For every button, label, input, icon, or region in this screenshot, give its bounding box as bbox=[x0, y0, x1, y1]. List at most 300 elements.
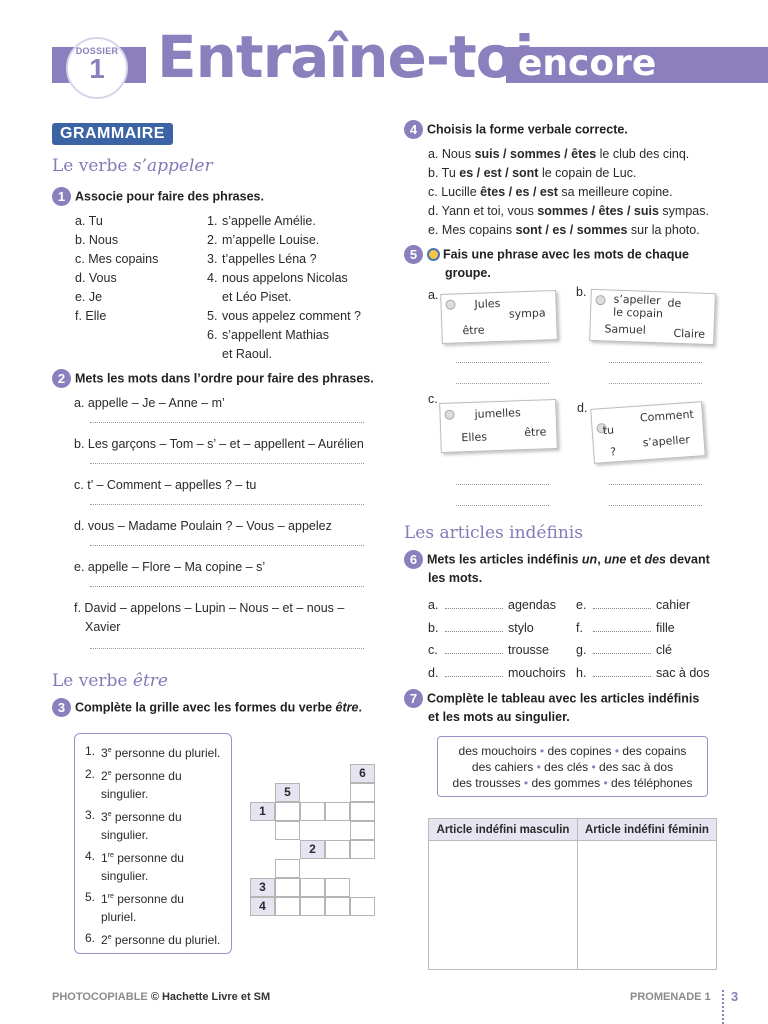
grid-cell[interactable] bbox=[350, 783, 375, 802]
item-number: 1. bbox=[207, 214, 218, 228]
verb-options: sommes / êtes / suis bbox=[537, 204, 659, 218]
instruction-text: Fais une phrase avec les mots de chaque bbox=[443, 247, 689, 262]
word-bank-word: des téléphones bbox=[611, 776, 693, 790]
exercise-number: 3 bbox=[52, 698, 71, 717]
grid-cell[interactable] bbox=[350, 840, 375, 859]
item-text: Mes copains bbox=[88, 252, 159, 266]
list-item bbox=[428, 145, 748, 164]
card-word: Samuel bbox=[604, 322, 646, 337]
crossword-clues bbox=[74, 733, 232, 954]
word-card-a bbox=[440, 290, 558, 344]
clue-desc: singulier. bbox=[101, 869, 149, 883]
item-letter: a. bbox=[75, 214, 89, 228]
item-letter: c. bbox=[428, 185, 442, 199]
item-text: et Léo Piset. bbox=[222, 290, 292, 304]
item-number: 4. bbox=[207, 271, 218, 285]
heading-verb: s’appeler bbox=[132, 156, 213, 176]
table-header-feminin: Article indéfini féminin bbox=[577, 819, 716, 841]
exercise-4-instruction bbox=[404, 120, 628, 139]
grid-label: 5 bbox=[275, 783, 300, 802]
list-item bbox=[75, 307, 195, 326]
blank-line bbox=[445, 608, 503, 609]
verb-options: êtes / es / est bbox=[480, 185, 558, 199]
instruction-word: une bbox=[604, 552, 627, 567]
item-text: t’ – Comment – appelles ? – tu bbox=[87, 478, 257, 492]
clue-text bbox=[99, 929, 220, 949]
instruction-text: Mets les articles indéfinis bbox=[427, 552, 582, 567]
grid-cell[interactable] bbox=[350, 897, 375, 916]
item-text: nous appelons Nicolas bbox=[222, 271, 348, 285]
grid-cell[interactable] bbox=[350, 802, 375, 821]
item-letter: b. bbox=[428, 166, 442, 180]
clue-number: 5. bbox=[85, 890, 96, 904]
list-item bbox=[576, 639, 726, 662]
exercise-1-right-list bbox=[207, 212, 377, 364]
item-letter: e. bbox=[576, 598, 587, 612]
section-heading-articles: Les articles indéfinis bbox=[404, 523, 583, 543]
item-letter: g. bbox=[576, 643, 587, 657]
list-item bbox=[207, 250, 377, 269]
instruction-text: Choisis la forme verbale correcte. bbox=[427, 122, 628, 137]
item-line bbox=[74, 394, 364, 413]
exercise-number: 4 bbox=[404, 120, 423, 139]
item-letter: f. bbox=[75, 309, 86, 323]
word-bank-line bbox=[438, 743, 707, 759]
clue-number: 4. bbox=[85, 849, 96, 863]
grid-cell[interactable] bbox=[300, 878, 325, 897]
card-word: le copain bbox=[612, 305, 664, 321]
page-divider bbox=[722, 990, 724, 1024]
item-number bbox=[207, 345, 222, 364]
instruction-word: des bbox=[644, 552, 666, 567]
item-letter: b. bbox=[74, 437, 88, 451]
clue-number: 3. bbox=[85, 808, 96, 822]
exercise-3-instruction: 3 Complète la grille avec les formes du verbe être. bbox=[52, 698, 362, 717]
item-letter: d. bbox=[428, 204, 442, 218]
instruction-text: et bbox=[626, 552, 645, 567]
list-item bbox=[75, 250, 195, 269]
word-separator: • bbox=[588, 760, 600, 774]
instruction-verb: être bbox=[335, 700, 359, 715]
word-bank-word: des mouchoirs bbox=[458, 744, 537, 758]
word-bank-line bbox=[438, 775, 707, 791]
answer-line bbox=[90, 545, 364, 546]
section-heading-etre bbox=[52, 671, 168, 691]
instruction-word: un bbox=[581, 552, 598, 567]
word-bank-word: des trousses bbox=[452, 776, 521, 790]
dossier-number: 1 bbox=[89, 53, 105, 84]
answer-line bbox=[456, 362, 549, 363]
card-word: être bbox=[524, 425, 547, 440]
item-text: Tu bbox=[441, 166, 460, 180]
item-letter: a. bbox=[428, 598, 439, 612]
table-header-masculin: Article indéfini masculin bbox=[429, 819, 578, 841]
instruction-text: Complète la grille avec les formes du verbe bbox=[75, 700, 336, 715]
exercise-number: 5 bbox=[404, 245, 423, 264]
item-letter: f. bbox=[74, 601, 85, 615]
clue-sup: e bbox=[107, 811, 112, 818]
clue-desc: personne du bbox=[113, 892, 184, 906]
exercise-2-list bbox=[74, 394, 364, 659]
answer-line bbox=[456, 383, 549, 384]
table-cell-masculin[interactable] bbox=[429, 841, 578, 970]
grid-label: 3 bbox=[250, 878, 275, 897]
item-text: Les garçons – Tom – s’ – et – appellent – Aurélien bbox=[87, 437, 364, 451]
grid-label: 6 bbox=[350, 764, 375, 783]
card-word: Jules bbox=[474, 296, 501, 311]
list-item bbox=[207, 288, 377, 307]
clue-ordinal: 3 bbox=[101, 746, 108, 760]
item-text: Nous bbox=[441, 147, 475, 161]
list-item bbox=[428, 202, 748, 221]
blank-line bbox=[593, 676, 651, 677]
page-subtitle: encore bbox=[518, 43, 657, 84]
answer-line bbox=[609, 505, 702, 506]
instruction-text: Complète le tableau avec les articles indéfinis bbox=[427, 691, 700, 706]
word-bank-word: des copains bbox=[622, 744, 687, 758]
clue-item bbox=[85, 742, 223, 762]
blank-line bbox=[445, 631, 503, 632]
blank-line bbox=[445, 653, 503, 654]
clue-desc: personne du pluriel. bbox=[111, 746, 221, 760]
page-title: Entraîne-toi bbox=[157, 23, 534, 91]
clue-number: 6. bbox=[85, 931, 96, 945]
item-letter: b. bbox=[428, 620, 439, 635]
grid-cell[interactable] bbox=[350, 821, 375, 840]
item-letter: d. bbox=[428, 665, 439, 680]
blank-line bbox=[593, 631, 651, 632]
clue-sup: e bbox=[107, 770, 112, 777]
answer-line bbox=[90, 422, 364, 423]
heading-prefix: Le verbe bbox=[52, 156, 133, 176]
clue-number: 1. bbox=[85, 744, 96, 758]
blank-line bbox=[445, 676, 503, 677]
item-number: 5. bbox=[207, 309, 218, 323]
clue-item bbox=[85, 847, 223, 885]
item-number: 6. bbox=[207, 328, 218, 342]
item-letter: e. bbox=[74, 560, 88, 574]
grid-cell[interactable] bbox=[300, 897, 325, 916]
footer-publisher: © Hachette Livre et SM bbox=[150, 991, 271, 1003]
item-text: Elle bbox=[85, 309, 107, 323]
card-label-b: b. bbox=[576, 285, 587, 299]
clue-desc: pluriel. bbox=[101, 910, 137, 924]
card-word: Comment bbox=[639, 407, 695, 425]
exercise-2-instruction bbox=[52, 369, 374, 388]
clue-item bbox=[85, 888, 223, 926]
list-item bbox=[207, 231, 377, 250]
answer-line bbox=[456, 484, 549, 485]
list-item bbox=[428, 617, 578, 640]
clue-ordinal: 2 bbox=[101, 769, 108, 783]
item-letter: b. bbox=[75, 233, 89, 247]
item-number: 3. bbox=[207, 252, 218, 266]
word-separator: • bbox=[533, 760, 545, 774]
item-letter: a. bbox=[428, 147, 442, 161]
grid-cell[interactable] bbox=[325, 840, 350, 859]
item-line bbox=[74, 599, 364, 618]
list-item bbox=[428, 183, 748, 202]
list-item bbox=[428, 662, 578, 685]
item-letter: d. bbox=[75, 271, 89, 285]
grid-cell[interactable] bbox=[275, 802, 300, 821]
answer-line bbox=[90, 463, 364, 464]
list-item bbox=[428, 221, 748, 240]
exercise-6-instruction bbox=[404, 550, 744, 569]
list-item bbox=[207, 307, 377, 326]
item-continuation: Xavier bbox=[85, 620, 121, 634]
exercise-6-left-list bbox=[428, 594, 578, 684]
item-text: sac à dos bbox=[656, 665, 710, 680]
heading-prefix: Le verbe bbox=[52, 671, 133, 691]
item-letter: c. bbox=[74, 478, 88, 492]
grid-cell[interactable] bbox=[275, 878, 300, 897]
card-word: sympa bbox=[508, 306, 546, 321]
item-number bbox=[207, 288, 222, 307]
answer-line bbox=[90, 504, 364, 505]
card-word: Elles bbox=[461, 430, 488, 445]
list-item bbox=[207, 212, 377, 231]
item-letter: f. bbox=[576, 620, 583, 635]
answer-line bbox=[609, 484, 702, 485]
section-badge-grammaire: GRAMMAIRE bbox=[52, 123, 173, 145]
item-letter: e. bbox=[428, 223, 442, 237]
exercise-number: 6 bbox=[404, 550, 423, 569]
pin-icon bbox=[445, 300, 455, 310]
item-text: fille bbox=[656, 620, 675, 635]
list-item bbox=[428, 164, 748, 183]
item-letter: c. bbox=[75, 252, 89, 266]
item-text: Je bbox=[88, 290, 103, 304]
list-item bbox=[74, 394, 364, 435]
instruction-text: , bbox=[597, 552, 605, 567]
item-text: Mes copains bbox=[441, 223, 516, 237]
item-text: clé bbox=[656, 643, 672, 657]
grid-cell[interactable] bbox=[300, 802, 325, 821]
exercise-4-list bbox=[428, 145, 748, 240]
list-item bbox=[75, 231, 195, 250]
item-text: sur la photo. bbox=[627, 223, 700, 237]
card-word: tu bbox=[602, 423, 615, 438]
pin-icon bbox=[444, 410, 454, 420]
word-bank-word: des cahiers bbox=[471, 760, 534, 774]
clue-ordinal: 3 bbox=[101, 810, 108, 824]
table-cell-feminin[interactable] bbox=[577, 841, 716, 970]
exercise-number: 7 bbox=[404, 689, 423, 708]
item-text: s’appellent Mathias bbox=[222, 328, 330, 342]
item-text: m’appelle Louise. bbox=[222, 233, 320, 247]
exercise-6-instruction-line2: les mots. bbox=[428, 571, 483, 585]
grid-cell[interactable] bbox=[325, 897, 350, 916]
exercise-5-instruction-line2: groupe. bbox=[445, 266, 491, 280]
instruction-text: Mets les mots dans l’ordre pour faire des phrases. bbox=[75, 371, 374, 386]
clue-text bbox=[99, 765, 182, 803]
grid-cell[interactable] bbox=[275, 897, 300, 916]
grid-label: 4 bbox=[250, 897, 275, 916]
word-separator: • bbox=[536, 744, 548, 758]
list-item bbox=[74, 558, 364, 599]
list-item bbox=[75, 212, 195, 231]
item-text: vous – Madame Poulain ? – Vous – appelez bbox=[87, 519, 332, 533]
clue-desc: personne du bbox=[111, 810, 182, 824]
verb-options: suis / sommes / êtes bbox=[474, 147, 597, 161]
answer-line bbox=[456, 505, 549, 506]
articles-table bbox=[428, 818, 717, 970]
instruction-text: Associe pour faire des phrases. bbox=[75, 189, 264, 204]
blank-line bbox=[593, 653, 651, 654]
exercise-1-instruction bbox=[52, 187, 264, 206]
card-word: être bbox=[462, 323, 485, 338]
word-bank-word: des sac à dos bbox=[599, 760, 674, 774]
item-letter: d. bbox=[74, 519, 88, 533]
item-text: Yann et toi, vous bbox=[441, 204, 538, 218]
word-card-c bbox=[439, 399, 558, 453]
clue-desc: singulier. bbox=[101, 828, 149, 842]
verb-options: es / est / sont bbox=[459, 166, 539, 180]
grid-label: 2 bbox=[300, 840, 325, 859]
word-bank-word: des copines bbox=[547, 744, 612, 758]
crossword-grid bbox=[250, 764, 380, 924]
item-text: Lucille bbox=[441, 185, 481, 199]
list-item bbox=[576, 662, 726, 685]
clue-desc: personne du pluriel. bbox=[111, 933, 221, 947]
item-text: agendas bbox=[508, 598, 556, 612]
item-letter: e. bbox=[75, 290, 89, 304]
list-item bbox=[428, 639, 578, 662]
exercise-6-right-list bbox=[576, 594, 726, 684]
item-line bbox=[74, 517, 364, 536]
grid-cell[interactable] bbox=[325, 878, 350, 897]
clue-ordinal: 1 bbox=[101, 851, 108, 865]
pin-icon bbox=[595, 295, 605, 305]
item-text: cahier bbox=[656, 598, 691, 612]
list-item bbox=[207, 345, 377, 364]
list-item bbox=[75, 288, 195, 307]
clue-text bbox=[99, 742, 220, 762]
item-text: appelle – Flore – Ma copine – s’ bbox=[87, 560, 266, 574]
card-label-d: d. bbox=[577, 401, 588, 415]
clue-sup: re bbox=[107, 893, 114, 900]
card-word: s’apeller bbox=[642, 433, 691, 450]
item-letter: c. bbox=[428, 643, 438, 657]
list-item bbox=[74, 517, 364, 558]
clue-desc: singulier. bbox=[101, 787, 149, 801]
list-item bbox=[74, 435, 364, 476]
clue-text bbox=[99, 806, 182, 844]
clue-desc: personne du bbox=[111, 769, 182, 783]
clue-item bbox=[85, 806, 223, 844]
verb-options: sont / es / sommes bbox=[515, 223, 628, 237]
list-item bbox=[74, 599, 364, 659]
item-text: le copain de Luc. bbox=[538, 166, 637, 180]
word-card-b bbox=[589, 289, 716, 345]
exercise-7-instruction-line2: et les mots au singulier. bbox=[428, 710, 570, 724]
item-line bbox=[74, 558, 364, 577]
list-item bbox=[576, 617, 726, 640]
instruction-text: devant bbox=[666, 552, 710, 567]
item-text: sa meilleure copine. bbox=[557, 185, 673, 199]
card-word: de bbox=[667, 296, 682, 310]
item-text: appelle – Je – Anne – m’ bbox=[87, 396, 225, 410]
card-label-a: a. bbox=[428, 288, 439, 302]
item-number: 2. bbox=[207, 233, 218, 247]
item-text: vous appelez comment ? bbox=[222, 309, 361, 323]
clue-item bbox=[85, 929, 223, 949]
item-text: et Raoul. bbox=[222, 347, 273, 361]
answer-line bbox=[90, 586, 364, 587]
word-separator: • bbox=[520, 776, 532, 790]
dossier-badge bbox=[66, 37, 128, 99]
grid-cell[interactable] bbox=[275, 821, 300, 840]
list-item bbox=[428, 594, 578, 617]
card-word: ? bbox=[609, 445, 617, 459]
list-item bbox=[75, 269, 195, 288]
list-item bbox=[576, 594, 726, 617]
section-heading-sappeler bbox=[52, 156, 213, 176]
word-bank-word: des clés bbox=[544, 760, 589, 774]
clue-ordinal: 1 bbox=[101, 892, 108, 906]
item-letter: a. bbox=[74, 396, 88, 410]
list-item bbox=[74, 476, 364, 517]
card-word: jumelles bbox=[474, 406, 521, 421]
clue-sup: e bbox=[107, 747, 112, 754]
exercise-1-left-list bbox=[75, 212, 195, 326]
item-text: Tu bbox=[88, 214, 103, 228]
item-text: t’appelles Léna ? bbox=[222, 252, 317, 266]
item-text: Vous bbox=[88, 271, 117, 285]
word-card-d bbox=[590, 401, 706, 464]
item-text: sympas. bbox=[658, 204, 709, 218]
clue-text bbox=[99, 888, 184, 926]
card-word: s’apeller bbox=[613, 292, 661, 308]
exercise-number: 1 bbox=[52, 187, 71, 206]
item-text: stylo bbox=[508, 620, 534, 635]
answer-line bbox=[609, 362, 702, 363]
clue-desc: personne du bbox=[113, 851, 184, 865]
answer-line bbox=[90, 648, 364, 649]
clue-sup: re bbox=[107, 852, 114, 859]
footer-photocopiable: PHOTOCOPIABLE bbox=[52, 991, 151, 1003]
word-separator: • bbox=[600, 776, 612, 790]
word-bank-line bbox=[438, 759, 707, 775]
answer-line bbox=[609, 383, 702, 384]
clue-item bbox=[85, 765, 223, 803]
word-separator: • bbox=[611, 744, 623, 758]
clue-text bbox=[99, 847, 184, 885]
grid-cell[interactable] bbox=[275, 859, 300, 878]
clue-sup: e bbox=[107, 934, 112, 941]
clue-ordinal: 2 bbox=[101, 933, 108, 947]
list-item bbox=[207, 269, 377, 288]
exercise-5-instruction bbox=[404, 245, 689, 264]
item-text: s’appelle Amélie. bbox=[222, 214, 316, 228]
blank-line bbox=[593, 608, 651, 609]
medal-icon bbox=[427, 248, 440, 261]
exercise-number: 2 bbox=[52, 369, 71, 388]
dossier-label: DOSSIER bbox=[75, 46, 119, 56]
card-label-c: c. bbox=[428, 392, 438, 406]
item-letter: h. bbox=[576, 665, 587, 680]
exercise-7-instruction bbox=[404, 689, 699, 708]
item-text: David – appelons – Lupin – Nous – et – nous – bbox=[84, 601, 345, 615]
grid-cell[interactable] bbox=[325, 802, 350, 821]
item-text: mouchoirs bbox=[508, 665, 566, 680]
footer-unit: PROMENADE 1 bbox=[630, 991, 711, 1003]
page-number: 3 bbox=[731, 989, 739, 1004]
word-bank bbox=[437, 736, 708, 797]
list-item bbox=[207, 326, 377, 345]
item-line bbox=[74, 435, 364, 454]
